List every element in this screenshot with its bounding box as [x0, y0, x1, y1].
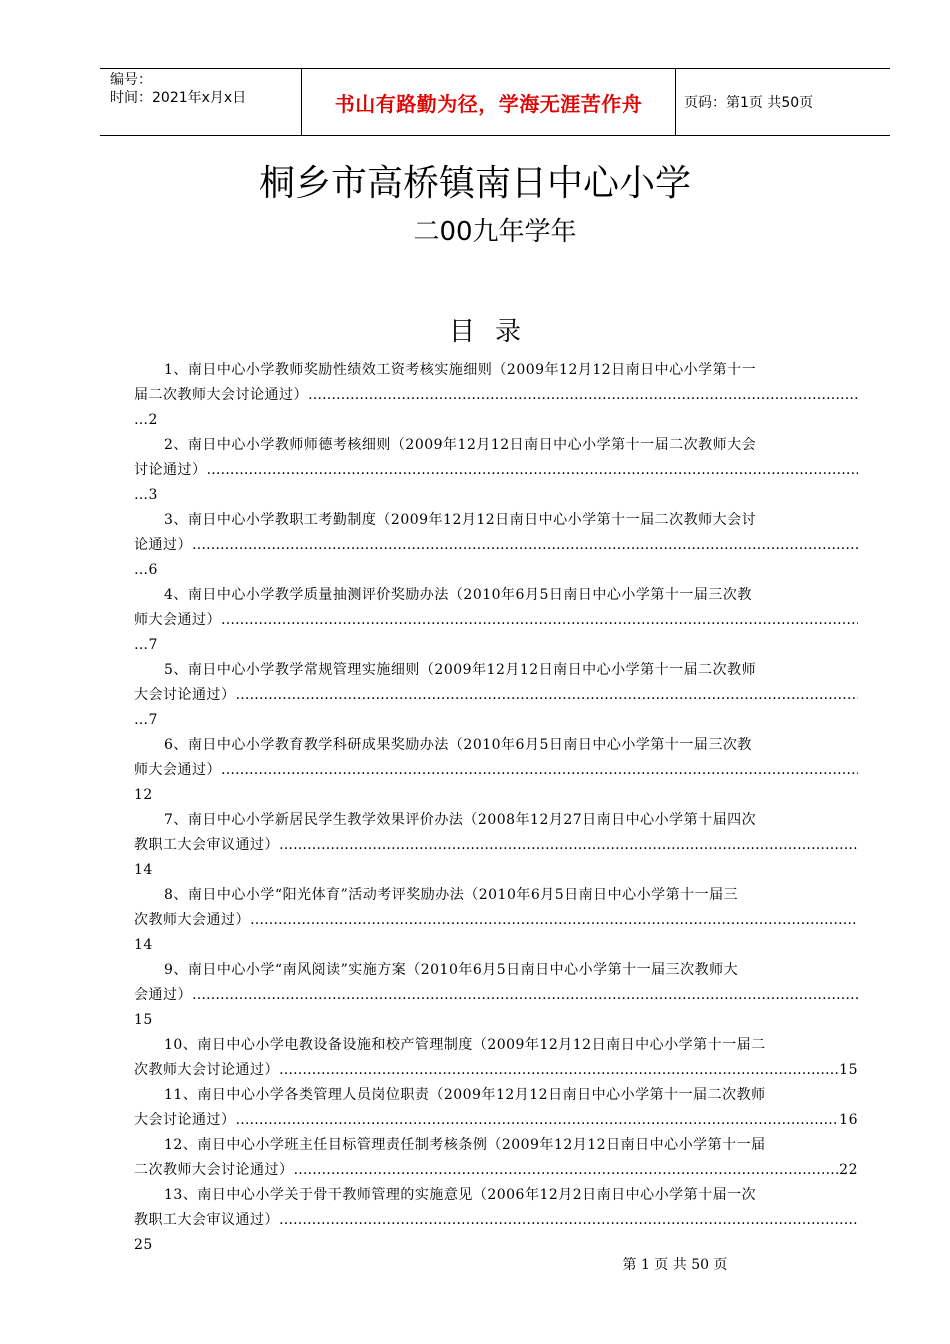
toc-page-number: …3 — [134, 487, 158, 503]
toc-page-number: 22 — [839, 1162, 858, 1178]
toc-page-number: …7 — [134, 712, 158, 728]
toc-entry-title: 1、南日中心小学教师奖励性绩效工资考核实施细则（2009年12月12日南日中心小学第十一 — [164, 362, 757, 378]
toc-entry[interactable] — [134, 1183, 858, 1258]
toc-leader-dots — [192, 983, 858, 1008]
toc-entry-subtitle: 届二次教师大会讨论通过） — [134, 387, 308, 403]
toc-leader-dots — [308, 383, 858, 408]
toc-entry-continuation — [134, 1108, 858, 1133]
toc-entry-title: 2、南日中心小学教师师德考核细则（2009年12月12日南日中心小学第十一届二次教师大会 — [164, 437, 757, 453]
toc-leader-dots — [279, 1208, 858, 1233]
toc-entry-continuation — [134, 383, 858, 408]
document-header — [100, 68, 890, 136]
toc-entry[interactable] — [134, 433, 858, 508]
toc-entry-continuation — [134, 608, 858, 633]
toc-entry-continuation — [134, 908, 858, 933]
toc-entry-subtitle: 二次教师大会讨论通过） — [134, 1162, 294, 1178]
toc-entry-subtitle: 大会讨论通过） — [134, 687, 236, 703]
page-info-text: 页码：第1页 共50页 — [684, 95, 814, 111]
motto-text: 书山有路勤为径，学海无涯苦作舟 — [334, 91, 643, 116]
toc-page-number: …7 — [134, 637, 158, 653]
toc-page-number: 14 — [134, 862, 153, 878]
toc-page-number: 16 — [839, 1112, 858, 1128]
toc-entry-subtitle: 次教师大会讨论通过） — [134, 1062, 279, 1078]
toc-entry-subtitle: 师大会通过） — [134, 762, 221, 778]
toc-entry-continuation — [134, 683, 858, 708]
toc-page-number: 14 — [134, 937, 153, 953]
toc-entry-continuation — [134, 533, 858, 558]
toc-entry[interactable] — [134, 1083, 858, 1133]
motto-cell — [302, 69, 676, 135]
toc-leader-dots — [279, 833, 858, 858]
toc-leader-dots — [294, 1158, 840, 1183]
toc-leader-dots — [221, 608, 858, 633]
toc-page-number: …6 — [134, 562, 158, 578]
toc-entry-subtitle: 教职工大会审议通过） — [134, 837, 279, 853]
toc-entry-subtitle: 次教师大会通过） — [134, 912, 250, 928]
toc-entry-title: 12、南日中心小学班主任目标管理责任制考核条例（2009年12月12日南日中心小学第十一届 — [164, 1137, 766, 1153]
toc-entry-title: 10、南日中心小学电教设备设施和校产管理制度（2009年12月12日南日中心小学第十一届二 — [164, 1037, 766, 1053]
toc-entry-subtitle: 大会讨论通过） — [134, 1112, 236, 1128]
school-title: 桐乡市高桥镇南日中心小学 — [258, 163, 691, 204]
toc-entry[interactable] — [134, 508, 858, 583]
toc-entry-continuation — [134, 758, 858, 783]
toc-entry-title: 5、南日中心小学教学常规管理实施细则（2009年12月12日南日中心小学第十一届二次教师 — [164, 662, 757, 678]
toc-entry-subtitle: 会通过） — [134, 987, 192, 1003]
toc-entry-continuation — [134, 458, 858, 483]
time-label: 时间：2021年x月x日 — [110, 90, 247, 106]
toc-entry-title: 9、南日中心小学“南风阅读”实施方案（2010年6月5日南日中心小学第十一届三次教师大 — [164, 962, 739, 978]
toc-entry[interactable] — [134, 958, 858, 1033]
toc-entry[interactable] — [134, 733, 858, 808]
toc-entry-subtitle: 师大会通过） — [134, 612, 221, 628]
toc-entry-title: 8、南日中心小学“阳光体育”活动考评奖励办法（2010年6月5日南日中心小学第十一届三 — [164, 887, 739, 903]
toc-leader-dots — [221, 758, 858, 783]
toc-entry-subtitle: 教职工大会审议通过） — [134, 1212, 279, 1228]
toc-page-number: …2 — [134, 412, 158, 428]
toc-entry-title: 6、南日中心小学教育教学科研成果奖励办法（2010年6月5日南日中心小学第十一届三次教 — [164, 737, 752, 753]
toc-entry[interactable] — [134, 1133, 858, 1183]
toc-page-number: 12 — [134, 787, 153, 803]
year-title: 二00九年学年 — [413, 217, 577, 247]
toc-entry-title: 7、南日中心小学新居民学生教学效果评价办法（2008年12月27日南日中心小学第十届四次 — [164, 812, 757, 828]
footer-page-number: 第 1 页 共 50 页 — [622, 1257, 728, 1273]
toc-page-number: 25 — [134, 1237, 153, 1253]
toc-entry[interactable] — [134, 358, 858, 433]
toc-entry[interactable] — [134, 658, 858, 733]
toc-entry-continuation — [134, 983, 858, 1008]
number-label: 编号： — [110, 72, 152, 88]
toc-entry-title: 4、南日中心小学教学质量抽测评价奖励办法（2010年6月5日南日中心小学第十一届三次教 — [164, 587, 752, 603]
toc-entry[interactable] — [134, 808, 858, 883]
toc-leader-dots — [236, 683, 859, 708]
page-info-cell — [676, 69, 890, 135]
toc-entry[interactable] — [134, 883, 858, 958]
toc-entry[interactable] — [134, 583, 858, 658]
toc-heading: 目录 — [448, 317, 541, 347]
toc-leader-dots — [279, 1058, 839, 1083]
toc-entry-continuation — [134, 1208, 858, 1233]
toc-page-number: 15 — [839, 1062, 858, 1078]
toc-entry-title: 11、南日中心小学各类管理人员岗位职责（2009年12月12日南日中心小学第十一届二次教师 — [164, 1087, 766, 1103]
toc-entry-title: 13、南日中心小学关于骨干教师管理的实施意见（2006年12月2日南日中心小学第十届一次 — [164, 1187, 757, 1203]
toc-entry-subtitle: 论通过） — [134, 537, 192, 553]
toc-entry-title: 3、南日中心小学教职工考勤制度（2009年12月12日南日中心小学第十一届二次教师大会讨 — [164, 512, 757, 528]
toc-entry-subtitle: 讨论通过） — [134, 462, 207, 478]
toc-entry-continuation — [134, 833, 858, 858]
toc-page-number: 15 — [134, 1012, 153, 1028]
toc-entry-continuation — [134, 1058, 858, 1083]
header-meta-cell — [100, 69, 302, 135]
table-of-contents — [134, 358, 858, 1258]
toc-leader-dots — [192, 533, 858, 558]
toc-entry-continuation — [134, 1158, 858, 1183]
toc-entry[interactable] — [134, 1033, 858, 1083]
toc-leader-dots — [250, 908, 858, 933]
toc-leader-dots — [236, 1108, 840, 1133]
page-footer — [0, 1254, 950, 1276]
toc-leader-dots — [207, 458, 859, 483]
